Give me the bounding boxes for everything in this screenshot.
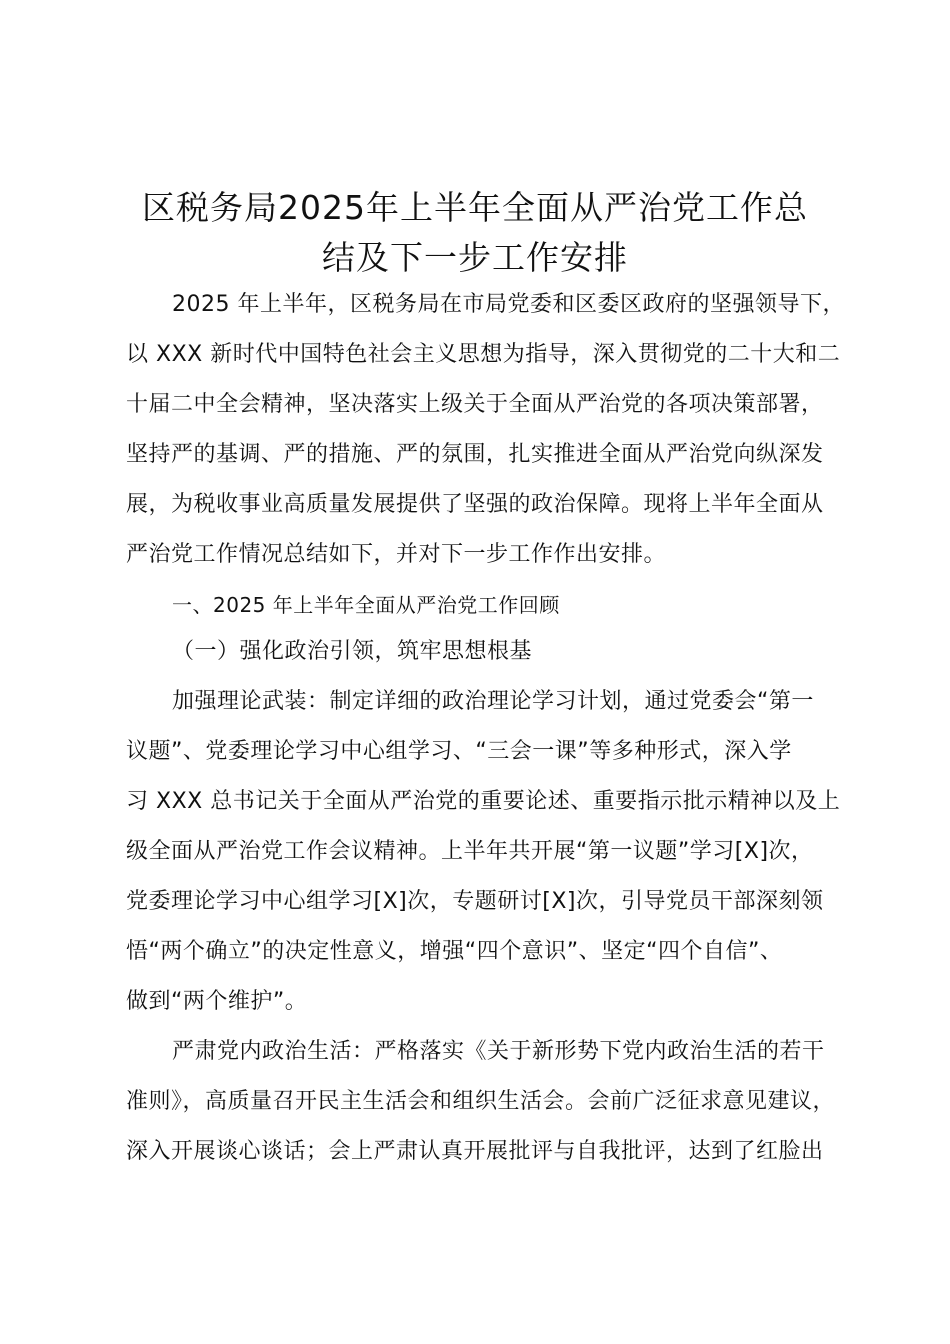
theory-line-7: 做到“两个维护”。 [126, 989, 308, 1014]
theory-line-5: 党委理论学习中心组学习[X]次，专题研讨[X]次，引导党员干部深刻领 [126, 889, 824, 914]
intro-line-6: 严治党工作情况总结如下，并对下一步工作作出安排。 [126, 542, 667, 567]
document-title-line-1: 区税务局2025年上半年全面从严治党工作总 [142, 188, 808, 227]
political-life-line-2: 准则》，高质量召开民主生活会和组织生活会。会前广泛征求意见建议， [126, 1089, 836, 1114]
theory-line-1: 加强理论武装：制定详细的政治理论学习计划，通过党委会“第一 [172, 689, 814, 714]
political-life-line-3: 深入开展谈心谈话；会上严肃认真开展批评与自我批评，达到了红脸出 [126, 1139, 824, 1164]
subsection-heading: （一）强化政治引领，筑牢思想根基 [172, 639, 533, 664]
section-heading: 一、2025 年上半年全面从严治党工作回顾 [172, 593, 560, 617]
document-title-line-2: 结及下一步工作安排 [322, 238, 628, 277]
theory-line-2: 议题”、党委理论学习中心组学习、“三会一课”等多种形式，深入学 [126, 739, 792, 764]
theory-line-3: 习 XXX 总书记关于全面从严治党的重要论述、重要指示批示精神以及上 [126, 789, 841, 814]
intro-line-2: 以 XXX 新时代中国特色社会主义思想为指导，深入贯彻党的二十大和二 [126, 342, 841, 367]
intro-line-4: 坚持严的基调、严的措施、严的氛围，扎实推进全面从严治党向纵深发 [126, 442, 824, 467]
intro-line-5: 展，为税收事业高质量发展提供了坚强的政治保障。现将上半年全面从 [126, 492, 824, 517]
intro-line-1: 2025 年上半年，区税务局在市局党委和区委区政府的坚强领导下， [172, 292, 845, 317]
political-life-line-1: 严肃党内政治生活：严格落实《关于新形势下党内政治生活的若干 [172, 1039, 825, 1064]
theory-line-4: 级全面从严治党工作会议精神。上半年共开展“第一议题”学习[X]次， [126, 839, 814, 864]
intro-line-3: 十届二中全会精神，坚决落实上级关于全面从严治党的各项决策部署， [126, 392, 824, 417]
theory-line-6: 悟“两个确立”的决定性意义，增强“四个意识”、坚定“四个自信”、 [126, 939, 783, 964]
